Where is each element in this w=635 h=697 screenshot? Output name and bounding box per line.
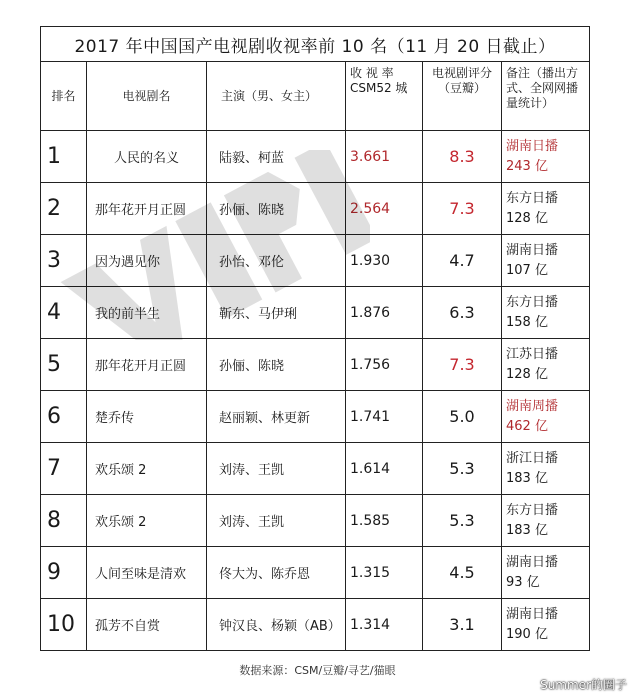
rank-cell: 3	[41, 235, 87, 287]
score-cell: 4.5	[423, 547, 502, 599]
note-cell	[502, 495, 590, 547]
header-cast: 主演（男、女主）	[207, 62, 346, 131]
drama-name-cell: 因为遇见你	[87, 235, 207, 287]
cast-cell: 孙怡、邓伦	[207, 235, 346, 287]
table-row	[41, 287, 590, 339]
drama-name-cell: 人间至味是清欢	[87, 547, 207, 599]
table-row	[41, 183, 590, 235]
data-source: 数据来源：CSM/豆瓣/寻艺/猫眼	[239, 664, 396, 677]
table-row	[41, 235, 590, 287]
broadcast-method: 浙江日播	[506, 450, 559, 466]
score-cell: 7.3	[423, 183, 502, 235]
network-views: 243 亿	[506, 158, 548, 174]
drama-name-cell: 孤芳不自赏	[87, 599, 207, 651]
broadcast-method: 湖南日播	[506, 554, 559, 570]
header-drama-name: 电视剧名	[87, 62, 207, 131]
network-views: 93 亿	[506, 574, 540, 590]
broadcast-method: 东方日播	[506, 190, 559, 206]
network-views: 183 亿	[506, 470, 548, 486]
cast-cell: 钟汉良、杨颖（AB）	[207, 599, 346, 651]
note-cell	[502, 391, 590, 443]
score-cell: 5.0	[423, 391, 502, 443]
note-cell	[502, 443, 590, 495]
rank-cell: 5	[41, 339, 87, 391]
rank-cell: 4	[41, 287, 87, 339]
note-cell	[502, 599, 590, 651]
network-views: 190 亿	[506, 626, 548, 642]
broadcast-method: 湖南日播	[506, 606, 559, 622]
drama-name-cell: 欢乐颂 2	[87, 495, 207, 547]
rating-cell: 1.585	[346, 495, 423, 547]
table-title: 2017 年中国国产电视剧收视率前 10 名（11 月 20 日截止）	[41, 27, 590, 62]
score-cell: 6.3	[423, 287, 502, 339]
network-views: 128 亿	[506, 366, 548, 382]
score-cell: 7.3	[423, 339, 502, 391]
rating-cell: 1.614	[346, 443, 423, 495]
header-score: 电视剧评分（豆瓣）	[423, 62, 502, 131]
cast-cell: 刘涛、王凯	[207, 443, 346, 495]
table-row	[41, 599, 590, 651]
score-cell: 5.3	[423, 495, 502, 547]
rating-cell: 1.315	[346, 547, 423, 599]
table-row	[41, 339, 590, 391]
score-cell: 5.3	[423, 443, 502, 495]
cast-cell: 孙俪、陈晓	[207, 339, 346, 391]
cast-cell: 孙俪、陈晓	[207, 183, 346, 235]
rank-cell: 1	[41, 131, 87, 183]
table-row	[41, 391, 590, 443]
drama-name-cell: 我的前半生	[87, 287, 207, 339]
drama-name-cell: 楚乔传	[87, 391, 207, 443]
network-views: 128 亿	[506, 210, 548, 226]
rank-cell: 9	[41, 547, 87, 599]
rank-cell: 8	[41, 495, 87, 547]
score-cell: 4.7	[423, 235, 502, 287]
cast-cell: 陆毅、柯蓝	[207, 131, 346, 183]
header-rating: 收 视 率 CSM52 城	[346, 62, 423, 131]
cast-cell: 赵丽颖、林更新	[207, 391, 346, 443]
note-cell	[502, 235, 590, 287]
ratings-table	[40, 26, 590, 651]
broadcast-method: 湖南日播	[506, 242, 559, 258]
header-rank: 排名	[41, 62, 87, 131]
broadcast-method: 东方日播	[506, 294, 559, 310]
rank-cell: 10	[41, 599, 87, 651]
drama-name-cell: 那年花开月正圆	[87, 339, 207, 391]
rating-cell: 2.564	[346, 183, 423, 235]
ratings-table-sheet	[40, 26, 589, 649]
drama-name-cell: 那年花开月正圆	[87, 183, 207, 235]
rating-cell: 1.314	[346, 599, 423, 651]
note-cell	[502, 339, 590, 391]
note-cell	[502, 131, 590, 183]
note-cell	[502, 287, 590, 339]
rating-cell: 1.930	[346, 235, 423, 287]
broadcast-method: 湖南日播	[506, 138, 559, 154]
table-row	[41, 443, 590, 495]
rating-cell: 1.741	[346, 391, 423, 443]
credit-watermark: Summer的圈子	[540, 678, 627, 692]
table-row	[41, 547, 590, 599]
cast-cell: 刘涛、王凯	[207, 495, 346, 547]
table-row	[41, 495, 590, 547]
note-cell	[502, 547, 590, 599]
drama-name-cell: 欢乐颂 2	[87, 443, 207, 495]
header-note: 备注（播出方式、全网网播量统计）	[502, 62, 590, 131]
network-views: 107 亿	[506, 262, 548, 278]
score-cell: 8.3	[423, 131, 502, 183]
network-views: 462 亿	[506, 418, 548, 434]
broadcast-method: 江苏日播	[506, 346, 559, 362]
note-cell	[502, 183, 590, 235]
broadcast-method: 湖南周播	[506, 398, 559, 414]
rank-cell: 2	[41, 183, 87, 235]
rating-cell: 1.876	[346, 287, 423, 339]
rating-cell: 1.756	[346, 339, 423, 391]
drama-name-cell: 人民的名义	[87, 131, 207, 183]
score-cell: 3.1	[423, 599, 502, 651]
cast-cell: 靳东、马伊琍	[207, 287, 346, 339]
network-views: 158 亿	[506, 314, 548, 330]
network-views: 183 亿	[506, 522, 548, 538]
rank-cell: 6	[41, 391, 87, 443]
cast-cell: 佟大为、陈乔恩	[207, 547, 346, 599]
broadcast-method: 东方日播	[506, 502, 559, 518]
rating-cell: 3.661	[346, 131, 423, 183]
table-row	[41, 131, 590, 183]
rank-cell: 7	[41, 443, 87, 495]
